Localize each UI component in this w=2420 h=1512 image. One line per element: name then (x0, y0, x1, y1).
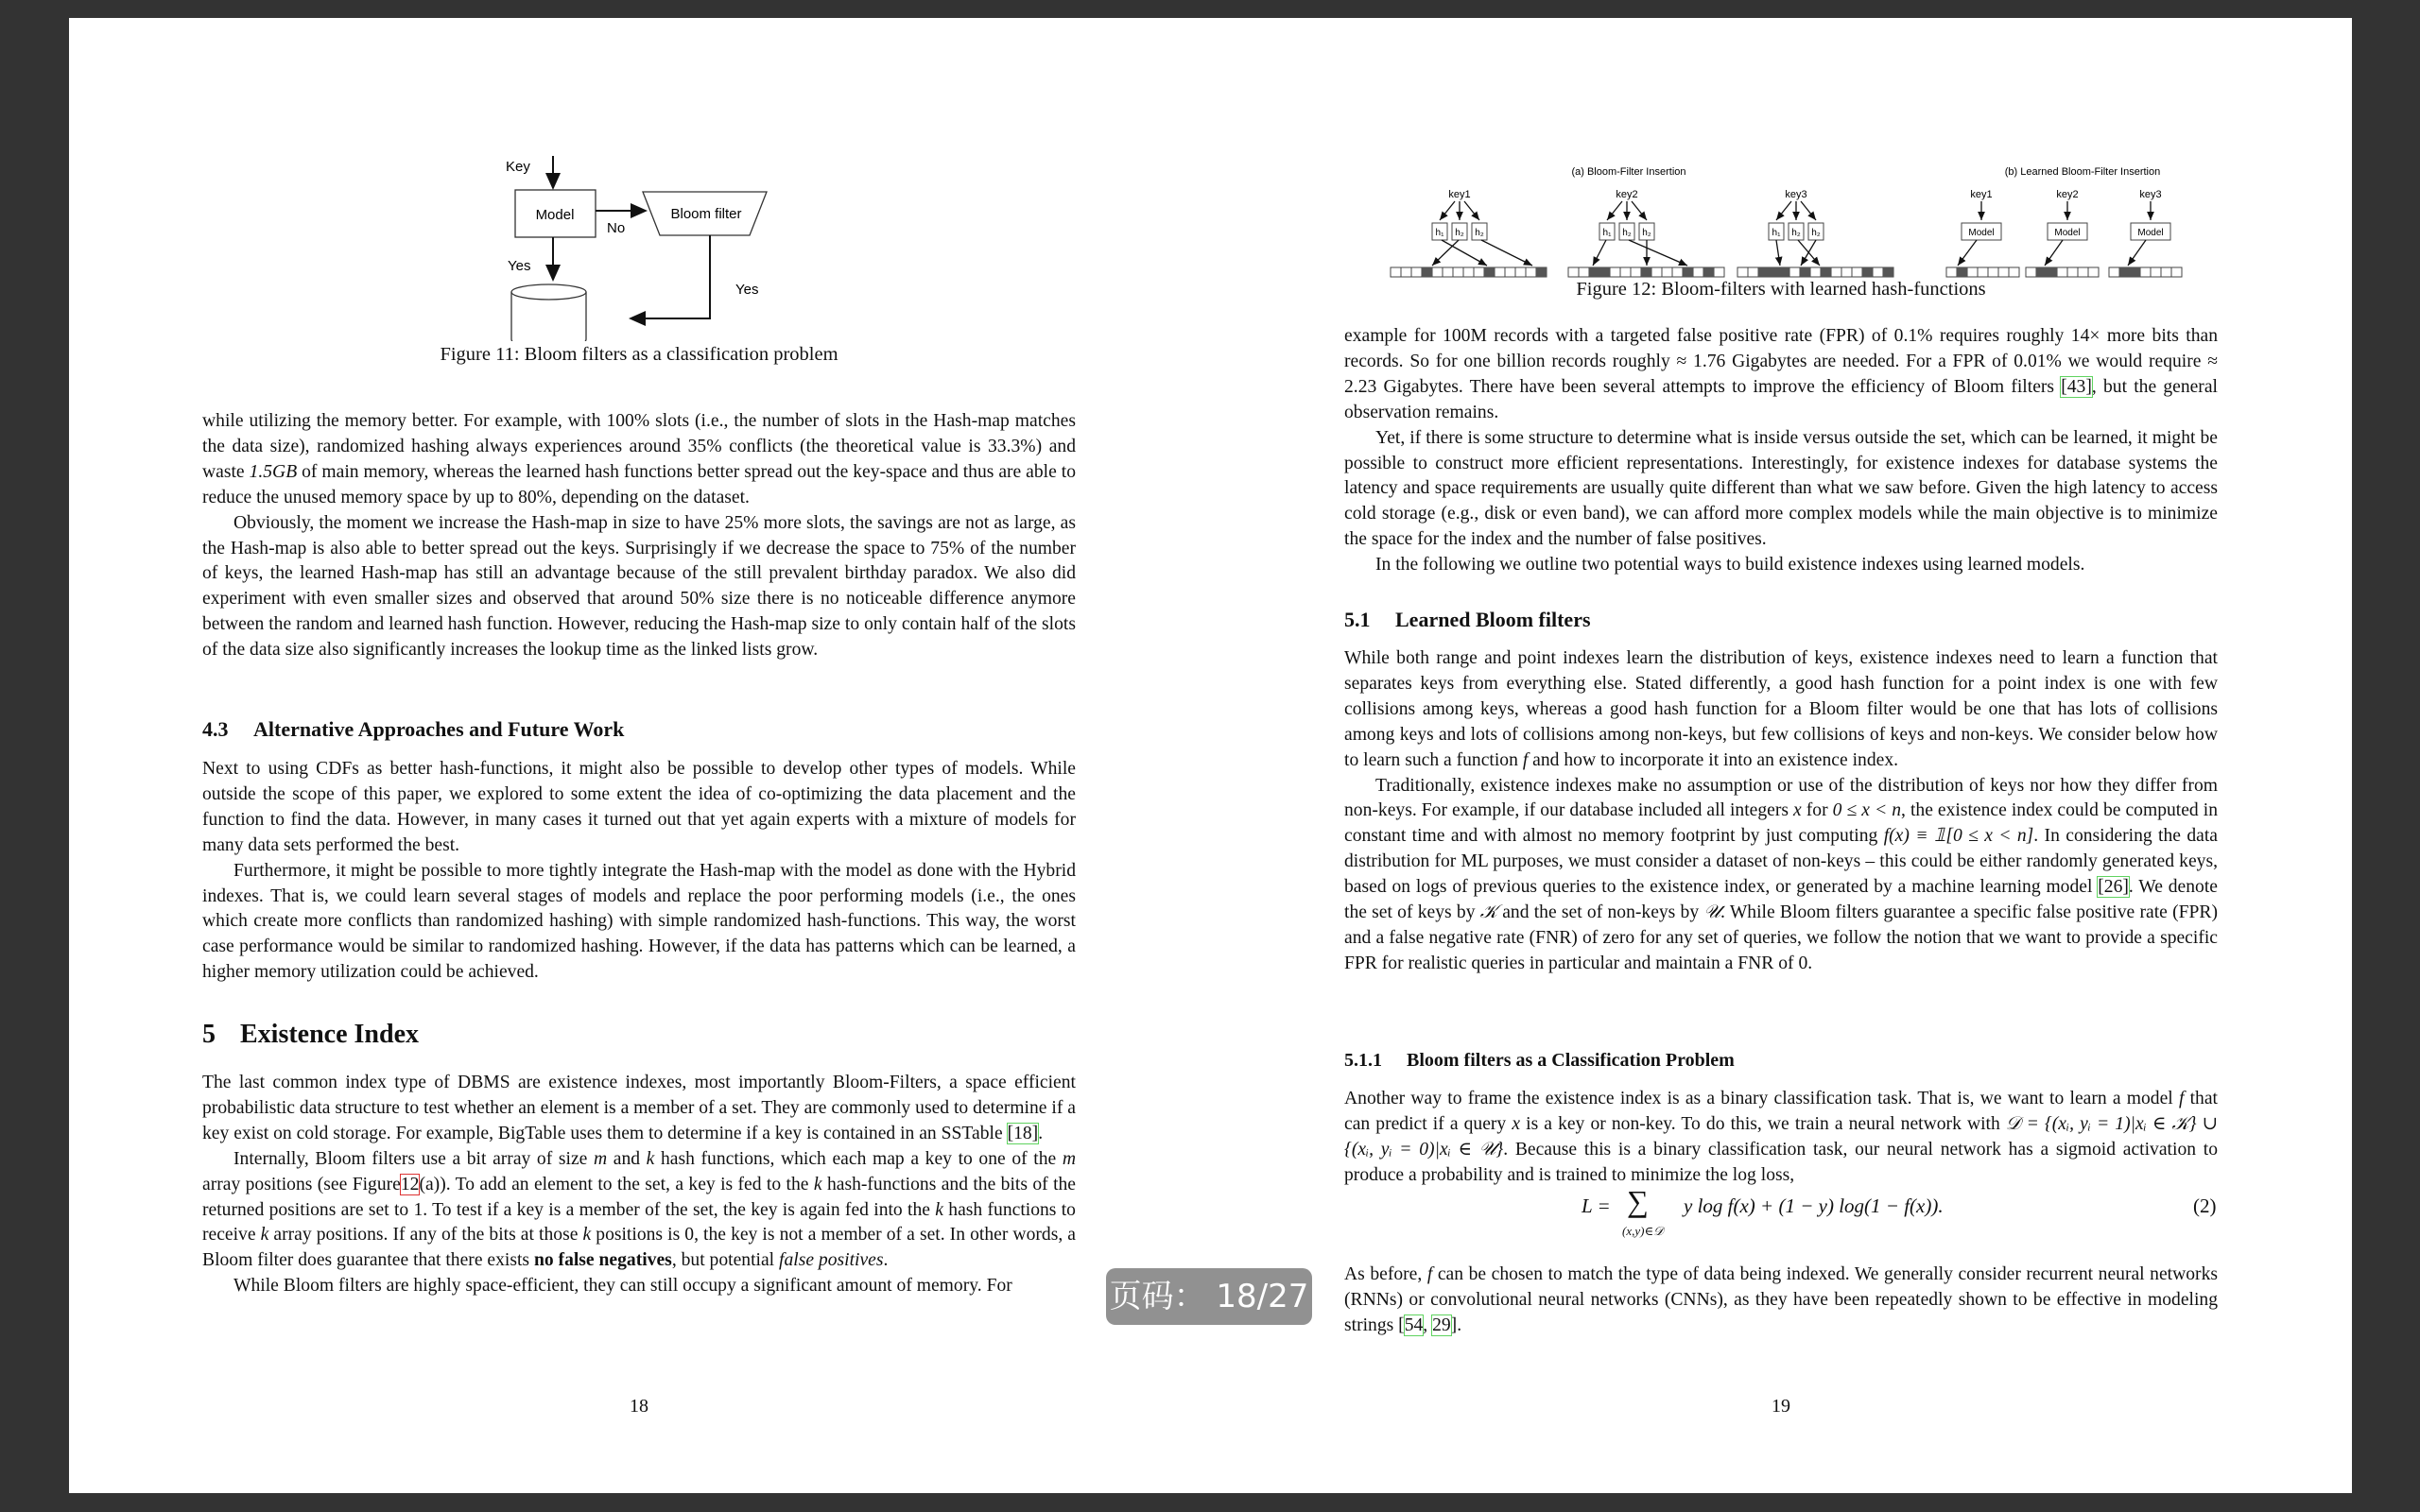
citation-link[interactable]: [18] (1007, 1123, 1039, 1143)
right-column-body-1 (1344, 324, 2218, 578)
paragraph: As before, f can be chosen to match the type of data being indexed. We generally consider recurrent neural networks (RNNs) or convolutional neural networks (CNNs), as they have been repeatedly shown to be effective in modeling strings [54, 29]. (1344, 1264, 2218, 1335)
svg-text:Model: Model (2137, 228, 2164, 238)
paragraph: Internally, Bloom filters use a bit array of size m and k hash functions, which each map a key to one of the m array positions (see Figure12(a)). To add an element to the set, a key is fed to the k hash-functions and the bits of the returned positions are set to 1. To test if a key is a member of the set, the key is again fed into the k hash functions to receive k array positions. If any of the bits at those k positions is 0, the key is not a member of a set. In other words, a Bloom filter does guarantee that there exists no false negatives, but potential false positives. (202, 1148, 1077, 1271)
svg-text:key3: key3 (2139, 189, 2162, 200)
paragraph: Furthermore, it might be possible to more tightly integrate the Hash-map with the model as done with the Hybrid indexes. That is, we could learn several stages of models and replace the poor performing models (i.e., the ones which create more conflicts than randomized hashing) with simple randomized hash-functions. This way, the worst case performance would be similar to randomized hashing. However, if the data has patterns which can be learned, a higher memory utilization could be achieved. (202, 860, 1076, 983)
learned-insertion-key2 (2026, 189, 2099, 277)
svg-text:key1: key1 (1448, 189, 1471, 200)
citation-link[interactable]: 54 (1404, 1314, 1424, 1335)
paragraph: While Bloom filters are highly space-efficient, they can still occupy a significant amount of memory. For (233, 1276, 1012, 1297)
bloom-insertion-key3 (1769, 189, 1824, 266)
right-column-body-2 (1344, 646, 2218, 977)
left-column-body-2 (202, 757, 1076, 986)
learned-insertion-key1 (1946, 189, 2019, 277)
learned-insertion-key3 (2109, 189, 2182, 277)
section-5-1-1-heading: 5.1.1 Bloom filters as a Classification Problem (1344, 1050, 1735, 1071)
bloom-insertion-key2 (1593, 189, 1687, 266)
svg-text:h₂: h₂ (1811, 228, 1821, 238)
svg-text:h₂: h₂ (1475, 228, 1484, 238)
left-column-body-3 (202, 1071, 1076, 1299)
figure-12-diagram (1383, 150, 2253, 292)
paragraph: while utilizing the memory better. For example, with 100% slots (i.e., the number of slots in the Hash-map matches the data size), randomized hashing always experiences around 35% conflicts (the theoretical value is 33.3%) and waste 1.5GB of main memory, whereas the learned hash functions better spread out the key-space and thus are able to reduce the unused memory space by up to 80%, depending on the dataset. (202, 411, 1076, 507)
paragraph: example for 100M records with a targeted false positive rate (FPR) of 0.1% requires roughly 14× more bits than records. So for one billion records roughly ≈ 1.76 Gigabytes are needed. For a FPR of 0.01% we would require ≈ 2.23 Gigabytes. There have been several attempts to improve the efficiency of Bloom filters [43], but the general observation remains. (1344, 326, 2218, 422)
no-label: No (607, 220, 626, 236)
page-number-18: 18 (630, 1396, 648, 1417)
citation-link[interactable]: [43] (2061, 376, 2092, 397)
section-4-3-heading: 4.3 Alternative Approaches and Future Work (202, 717, 625, 741)
left-column-body-1 (202, 409, 1076, 663)
document-spread: Key Model No Bloom filter Yes Yes Figure 11: Bloom filters as a classification problem while utilizing the memory better. For example, with 100% slots (i.e., the number of slots in the Hash-map matches the data size), randomized hashing always experiences around 35% conflicts (the theoretical value is 33.3%) and waste 1.5GB of main memory, whereas the learned hash functions better spread out the key-space and thus are able to reduce the unused memory space by up to 80%, depending on the dataset. Obviously, the moment we increase the Hash-map in size to have 25% more slots, the savings are not as large, as the Hash-map is also able to better spread out the keys. Surprisingly if we decrease the space to 75% of the number of keys, the learned Hash-map has still an advantage because of the still prevalent birthday paradox. We also did experiment with even smaller sizes and observed that around 50% size there is no noticeable difference anymore between the random and learned hash function. However, reducing the Hash-map size to only contain half of the slots of the data size also significantly increases the lookup time as the linked lists grow. 4.3 Alternative Approaches and Future Work Next to using CDFs as better hash-functions, it might also be possible to develop other types of models. While outside the scope of this paper, we explored to some extent the idea of co-optimizing the data placement and the function to find the data. However, in many cases it turned out that yet again experts with a mixture of models for many data sets performed the best. Furthermore, it might be possible to more tightly integrate the Hash-map with the model as done with the Hybrid indexes. That is, we could learn several stages of models and replace the poor performing models (i.e., the ones which create more conflicts than randomized hashing) with simple randomized hash-functions. This way, the worst case performance would be similar to randomized hashing. However, if the data has patterns which can be learned, a higher memory utilization could be achieved. 5 Existence Index The last common index type of DBMS are existence indexes, most importantly Bloom-Filters, a space efficient probabilistic data structure to test whether an element is a member of a set. They are commonly used to determine if a key exist on cold storage. For example, BigTable uses them to determine if a key is contained in an SSTable [18]. Internally, Bloom filters use a bit array of size m and k hash functions, which each map a key to one of the m array positions (see Figure12(a)). To add an element to the set, a key is fed to the k hash-functions and the bits of the returned positions are set to 1. To test if a key is a member of the set, the key is again fed into the k hash functions to receive k array positions. If any of the bits at those k positions is 0, the key is not a member of a set. In other words, a Bloom filter does guarantee that there exists no false negatives, but potential false positives. While Bloom filters are highly space-efficient, they can still occupy a significant amount of memory. For 18 (a) Bloom-Filter Insertion (b) Learned Bloom-Filter Insertion key1 h₁ h₂ h₂ key2 h₁ h₂ h₂ key3 h₁ h₂ h₂ key1 Model key2 Model key3 Model Figure 12: Bloom-filters with learned hash-functions example for 100M records with a targeted false positive rate (FPR) of 0.1% requires roughly 14× more bits than records. So for one billion records roughly ≈ 1.76 Gigabytes are needed. For a FPR of 0.01% we would require ≈ 2.23 Gigabytes. There have been several attempts to improve the efficiency of Bloom filters [43], but the general observation remains. Yet, if there is some structure to determine what is inside versus outside the set, which can be learned, it might be possible to construct more efficient representations. Interestingly, for existence indexes for database systems the latency and space requirements are usually quite different than what we saw before. Given the high latency to access cold storage (e.g., disk or even band), we can afford more complex models while the main objective is to minimize the space for the index and the number of false positives. In the following we outline two potential ways to build existence indexes using learned models. 5.1 Learned Bloom filters While both range and point indexes learn the distribution of keys, existence indexes need to learn a function that separates keys from everything else. Stated differently, a good hash function for a point index is one with few collisions among keys, whereas a good hash function for a Bloom filter would be one that has lots of collisions among keys and lots of collisions among non-keys, but few collisions of keys and non-keys. We consider below how to learn such a function f and how to incorporate it into an existence index. Traditionally, existence indexes make no assumption or use of the distribution of keys nor how they differ from non-keys. For example, if our database included all integers x for 0 ≤ x < n, the existence index could be computed in constant time and with almost no memory footprint by just computing f(x) ≡ 𝟙[0 ≤ x < n]. In considering the data distribution for ML purposes, we must consider a dataset of non-keys – this could be either randomly generated keys, based on logs of previous queries to the existence index, or generated by a machine learning model [26]. We denote the set of keys by 𝒦 and the set of non-keys by 𝒰. While Bloom filters guarantee a specific false positive rate (FPR) and a false negative rate (FNR) of zero for any set of queries, we follow the notion that we want to provide a specific FPR for realistic queries in particular and maintain a FNR of 0. 5.1.1 Bloom filters as a Classification Problem Another way to frame the existence index is as a binary classification task. That is, we want to learn a model f that can predict if a query x is a key or non-key. To do this, we train a neural network with 𝒟 = {(xᵢ, yᵢ = 1)|xᵢ ∈ 𝒦} ∪ {(xᵢ, yᵢ = 0)|xᵢ ∈ 𝒰}. Because this is a binary classification task, our neural network has a sigmoid activation to produce a probability and is trained to minimize the log loss, L = ∑ (x,y)∈𝒟 y log f(x) + (1 − y) log(1 − f(x)). (2) As before, f can be chosen to match the type of data being indexed. We generally consider recurrent neural networks (RNNs) or convolutional neural networks (CNNs), as they have been repeatedly shown to be effective in modeling strings [54, 29]. 19 (69, 18, 2352, 1493)
citation-link[interactable]: [26] (2098, 877, 2129, 898)
subfigure-b-title: (b) Learned Bloom-Filter Insertion (2004, 166, 2161, 178)
paragraph: Next to using CDFs as better hash-functions, it might also be possible to develop other types of models. While outside the scope of this paper, we explored to some extent the idea of co-optimizing the data placement and the function to find the data. However, in many cases it turned out that yet again experts with a mixture of models for many data sets performed the best. (202, 759, 1076, 855)
figure-12-caption: Figure 12: Bloom-filters with learned hash-functions (1576, 279, 1986, 300)
svg-text:Model: Model (2054, 228, 2081, 238)
svg-text:Model: Model (1968, 228, 1995, 238)
bloom-filter-label: Bloom filter (670, 206, 742, 222)
page-indicator-badge: 页码： 18/27 (1106, 1268, 1312, 1325)
figure-link[interactable]: 12 (400, 1174, 420, 1194)
section-5-heading: 5 Existence Index (202, 1020, 419, 1049)
svg-text:key1: key1 (1970, 189, 1993, 200)
yes-bloom-label: Yes (735, 282, 759, 298)
section-5-1-heading: 5.1 Learned Bloom filters (1344, 608, 1591, 631)
right-column-body-3 (1344, 1087, 2218, 1189)
right-column-body-4 (1344, 1263, 2218, 1339)
bloom-insertion-key1 (1432, 189, 1532, 266)
yes-model-label: Yes (508, 258, 531, 274)
citation-link[interactable]: 29 (1432, 1314, 1451, 1335)
svg-text:h₁: h₁ (1435, 228, 1444, 238)
svg-text:h₂: h₂ (1622, 228, 1632, 238)
bit-array-2 (1568, 267, 1724, 277)
paragraph: The last common index type of DBMS are existence indexes, most importantly Bloom-Filters, a space efficient probabilistic data structure to test whether an element is a member of a set. They are commonly used to determine if a key exist on cold storage. For example, BigTable uses them to determine if a key is contained in an SSTable [18]. (202, 1073, 1076, 1143)
svg-text:key2: key2 (1616, 189, 1638, 200)
paragraph: While both range and point indexes learn the distribution of keys, existence indexes need to learn a function that separates keys from everything else. Stated differently, a good hash function for a point index is one with few collisions among keys, whereas a good hash function for a Bloom filter would be one that has lots of collisions among keys and lots of collisions among non-keys, but few collisions of keys and non-keys. We consider below how to learn such a function f and how to incorporate it into an existence index. (1344, 648, 2218, 770)
svg-text:key3: key3 (1785, 189, 1807, 200)
svg-text:h₁: h₁ (1772, 228, 1781, 238)
equation-number: (2) (2193, 1194, 2217, 1217)
bit-array-3 (1737, 267, 1893, 277)
svg-text:key2: key2 (2056, 189, 2079, 200)
svg-text:h₂: h₂ (1455, 228, 1464, 238)
subfigure-a-title: (a) Bloom-Filter Insertion (1571, 166, 1686, 178)
sum-symbol: ∑ (1627, 1184, 1649, 1218)
figure-11-diagram (496, 152, 856, 341)
key-label: Key (506, 159, 530, 175)
svg-text:h₂: h₂ (1642, 228, 1651, 238)
paragraph: Yet, if there is some structure to determine what is inside versus outside the set, which can be learned, it might be possible to construct more efficient representations. Interestingly, for existence indexes for database systems the latency and space requirements are usually quite different than what we saw before. Given the high latency to access cold storage (e.g., disk or even band), we can afford more complex models while the main objective is to minimize the space for the index and the number of false positives. (1344, 427, 2218, 550)
page-number-19: 19 (1772, 1396, 1790, 1417)
paragraph: Another way to frame the existence index is as a binary classification task. That is, we want to learn a model f that can predict if a query x is a key or non-key. To do this, we train a neural network with 𝒟 = {(xᵢ, yᵢ = 1)|xᵢ ∈ 𝒦} ∪ {(xᵢ, yᵢ = 0)|xᵢ ∈ 𝒰}. Because this is a binary classification task, our neural network has a sigmoid activation to produce a probability and is trained to minimize the log loss, (1344, 1089, 2219, 1185)
paragraph: Traditionally, existence indexes make no assumption or use of the distribution of keys nor how they differ from non-keys. For example, if our database included all integers x for 0 ≤ x < n, the existence index could be computed in constant time and with almost no memory footprint by just computing f(x) ≡ 𝟙[0 ≤ x < n]. In considering the data distribution for ML purposes, we must consider a dataset of non-keys – this could be either randomly generated keys, based on logs of previous queries to the existence index, or generated by a machine learning model [26]. We denote the set of keys by 𝒦 and the set of non-keys by 𝒰. While Bloom filters guarantee a specific false positive rate (FPR) and a false negative rate (FNR) of zero for any set of queries, we follow the notion that we want to provide a specific FPR for realistic queries in particular and maintain a FNR of 0. (1344, 775, 2218, 973)
svg-text:h₂: h₂ (1791, 228, 1801, 238)
svg-text:h₁: h₁ (1602, 228, 1612, 238)
paragraph: In the following we outline two potential ways to build existence indexes using learned models. (1375, 555, 2085, 576)
model-box-label: Model (535, 207, 575, 223)
paragraph: Obviously, the moment we increase the Hash-map in size to have 25% more slots, the savings are not as large, as the Hash-map is also able to better spread out the keys. Surprisingly if we decrease the space to 75% of the number of keys, the learned Hash-map has still an advantage because of the still prevalent birthday paradox. We also did experiment with even smaller sizes and observed that around 50% size there is no noticeable difference anymore between the random and learned hash function. However, reducing the Hash-map size to only contain half of the slots of the data size also significantly increases the lookup time as the linked lists grow. (202, 512, 1076, 661)
bit-array-1 (1391, 267, 1547, 277)
figure-11-caption: Figure 11: Bloom filters as a classification problem (440, 344, 838, 365)
